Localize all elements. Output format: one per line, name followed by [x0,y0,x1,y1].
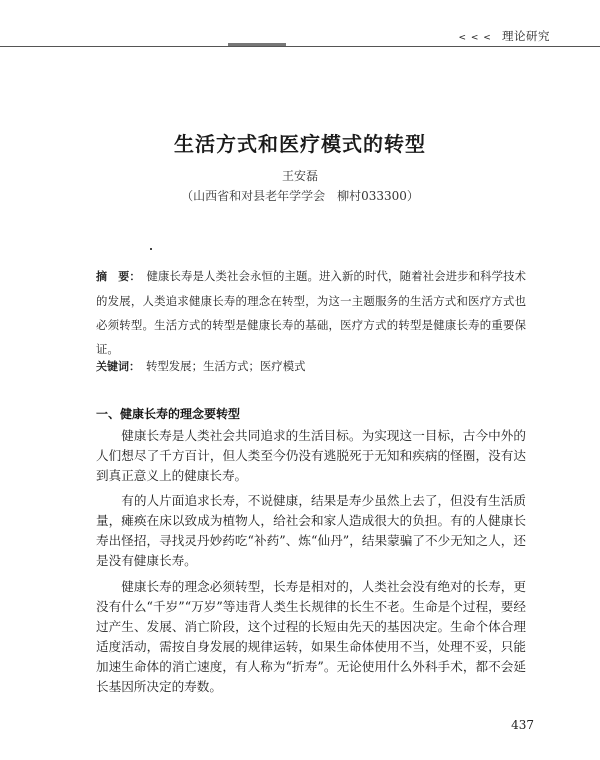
section-heading: 一、健康长寿的理念要转型 [96,407,241,421]
keywords-block [96,356,526,377]
abstract-text: 健康长寿是人类社会永恒的主题。进入新的时代，随着社会进步和科学技术的发展，人类追求健康长寿的理念在转型，为这一主题服务的生活方式和医疗方式也必须转型。生活方式的转型是健康长寿的基础，医疗方式的转型是健康长寿的重要保证。 [96,269,527,356]
chevrons-icon: < < < [458,33,492,43]
abstract-label: 摘 要： [96,270,141,283]
author-affiliation: （山西省和对县老年学学会 柳村033300） [181,189,419,203]
author-name: 王安磊 [281,169,318,183]
header-scan-mark [228,43,286,46]
body-paragraph-2: 有的人片面追求长寿，不说健康，结果是寿少虽然上去了，但没有生活质量，瘫痪在床以致成为植物人，给社会和家人造成很大的负担。有的人健康长寿出怪招，寻找灵丹妙药吃“补药”、炼“仙丹”，结果蒙骗了不少无知之人，还是没有健康长寿。 [96,493,526,568]
abstract-block [96,264,526,361]
column-title: 理论研究 [502,29,550,43]
scan-speck [150,248,152,250]
header-rule [0,46,600,47]
page-number: 437 [511,718,534,732]
keywords-label: 关键词： [96,360,140,373]
keywords-text: 转型发展；生活方式；医疗模式 [146,359,306,373]
running-header [458,28,550,44]
body-paragraph-1: 健康长寿是人类社会共同追求的生活目标。为实现这一目标，古今中外的人们想尽了千方百计，但人类至今仍没有逃脱死于无知和疾病的怪圈，没有达到真正意义上的健康长寿。 [96,428,526,483]
body-paragraph-3: 健康长寿的理念必须转型，长寿是相对的，人类社会没有绝对的长寿，更没有什么“千岁”“万岁”等违背人类生长规律的长生不老。生命是个过程，要经过产生、发展、消亡阶段，这个过程的长短由先天的基因决定。生命个体合理适度活动，需按自身发展的规律运转，如果生命体使用不当，处理不妥，只能加速生命体的消亡速度，有人称为“折寿”。无论使用什么外科手术，都不会延长基因所决定的寿数。 [96,579,526,694]
article-title: 生活方式和医疗模式的转型 [174,132,426,156]
